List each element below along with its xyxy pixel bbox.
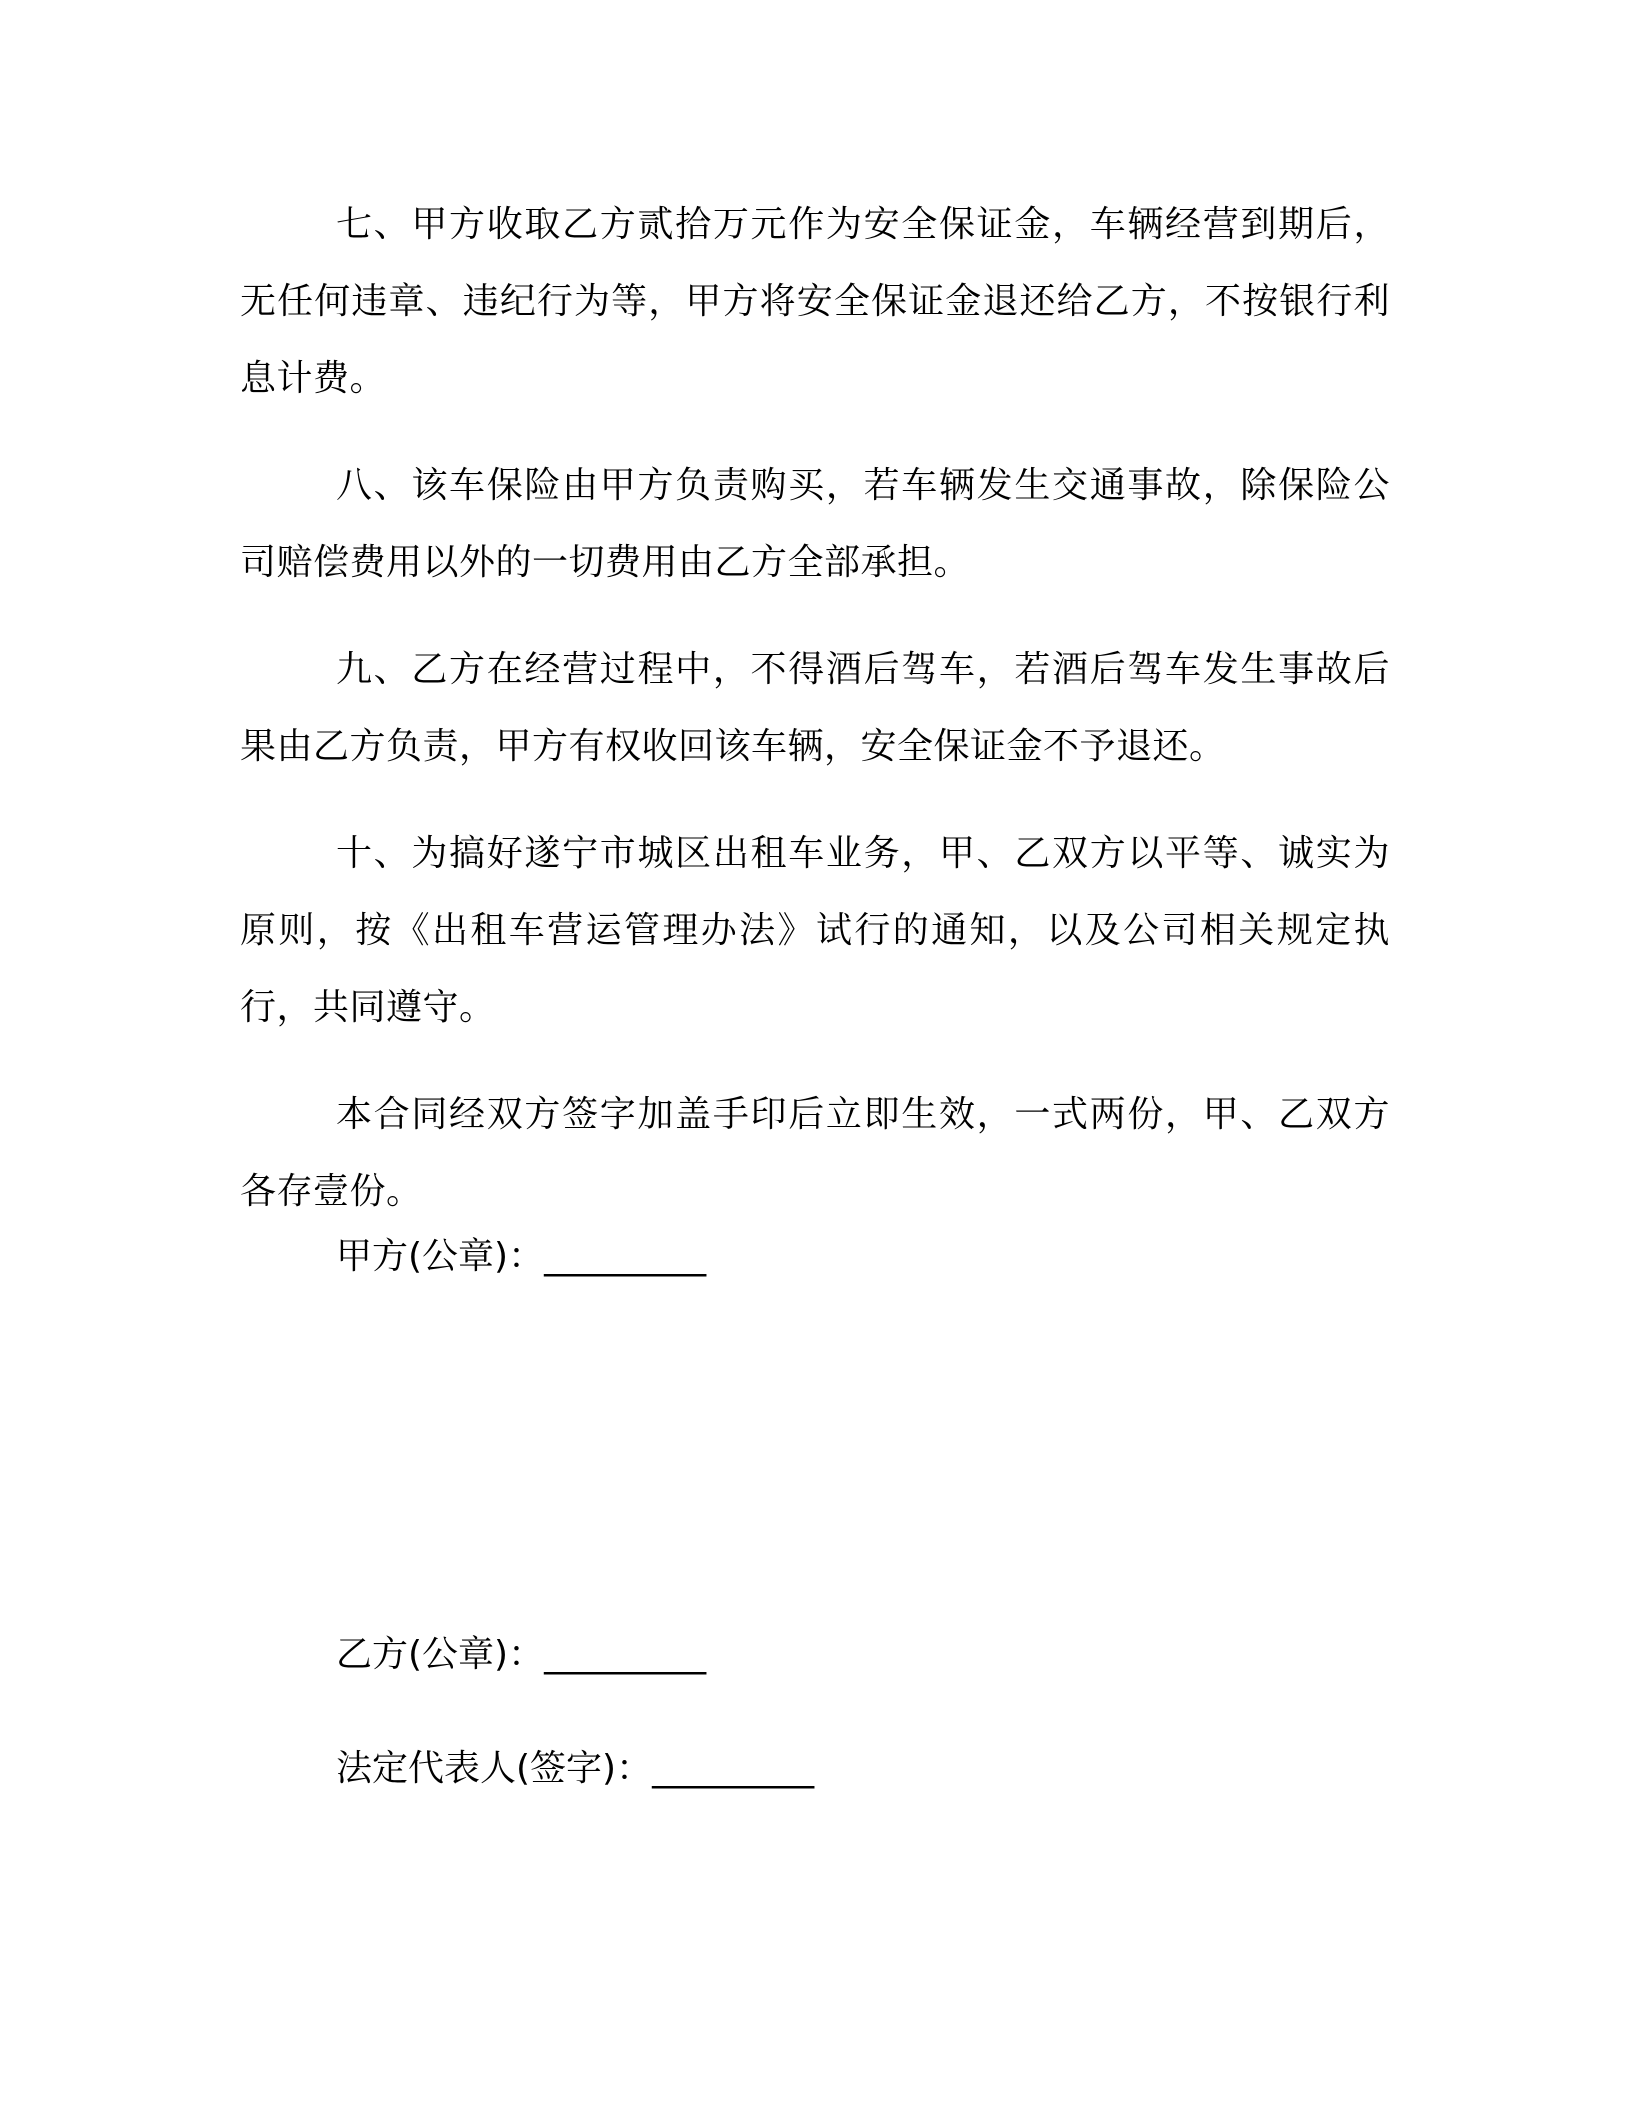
clause-10: 十、为搞好遂宁市城区出租车业务，甲、乙双方以平等、诚实为原则，按《出租车营运管理办法》试行的通知，以及公司相关规定执行，共同遵守。 <box>240 833 1390 1028</box>
legal-representative-signature-line: 法定代表人(签字)：_________ <box>336 1748 815 1789</box>
party-a-signature-line: 甲方(公章)：_________ <box>336 1236 707 1277</box>
clause-8: 八、该车保险由甲方负责购买，若车辆发生交通事故，除保险公司赔偿费用以外的一切费用由乙方全部承担。 <box>240 465 1390 583</box>
clause-9: 九、乙方在经营过程中，不得酒后驾车，若酒后驾车发生事故后果由乙方负责，甲方有权收回该车辆，安全保证金不予退还。 <box>240 649 1390 767</box>
effective-clause: 本合同经双方签字加盖手印后立即生效，一式两份，甲、乙双方各存壹份。 <box>240 1094 1390 1212</box>
clause-7: 七、甲方收取乙方贰拾万元作为安全保证金，车辆经营到期后，无任何违章、违纪行为等，甲方将安全保证金退还给乙方，不按银行利息计费。 <box>240 204 1390 399</box>
party-b-signature-line: 乙方(公章)：_________ <box>336 1634 707 1675</box>
contract-body <box>240 186 1390 1260</box>
